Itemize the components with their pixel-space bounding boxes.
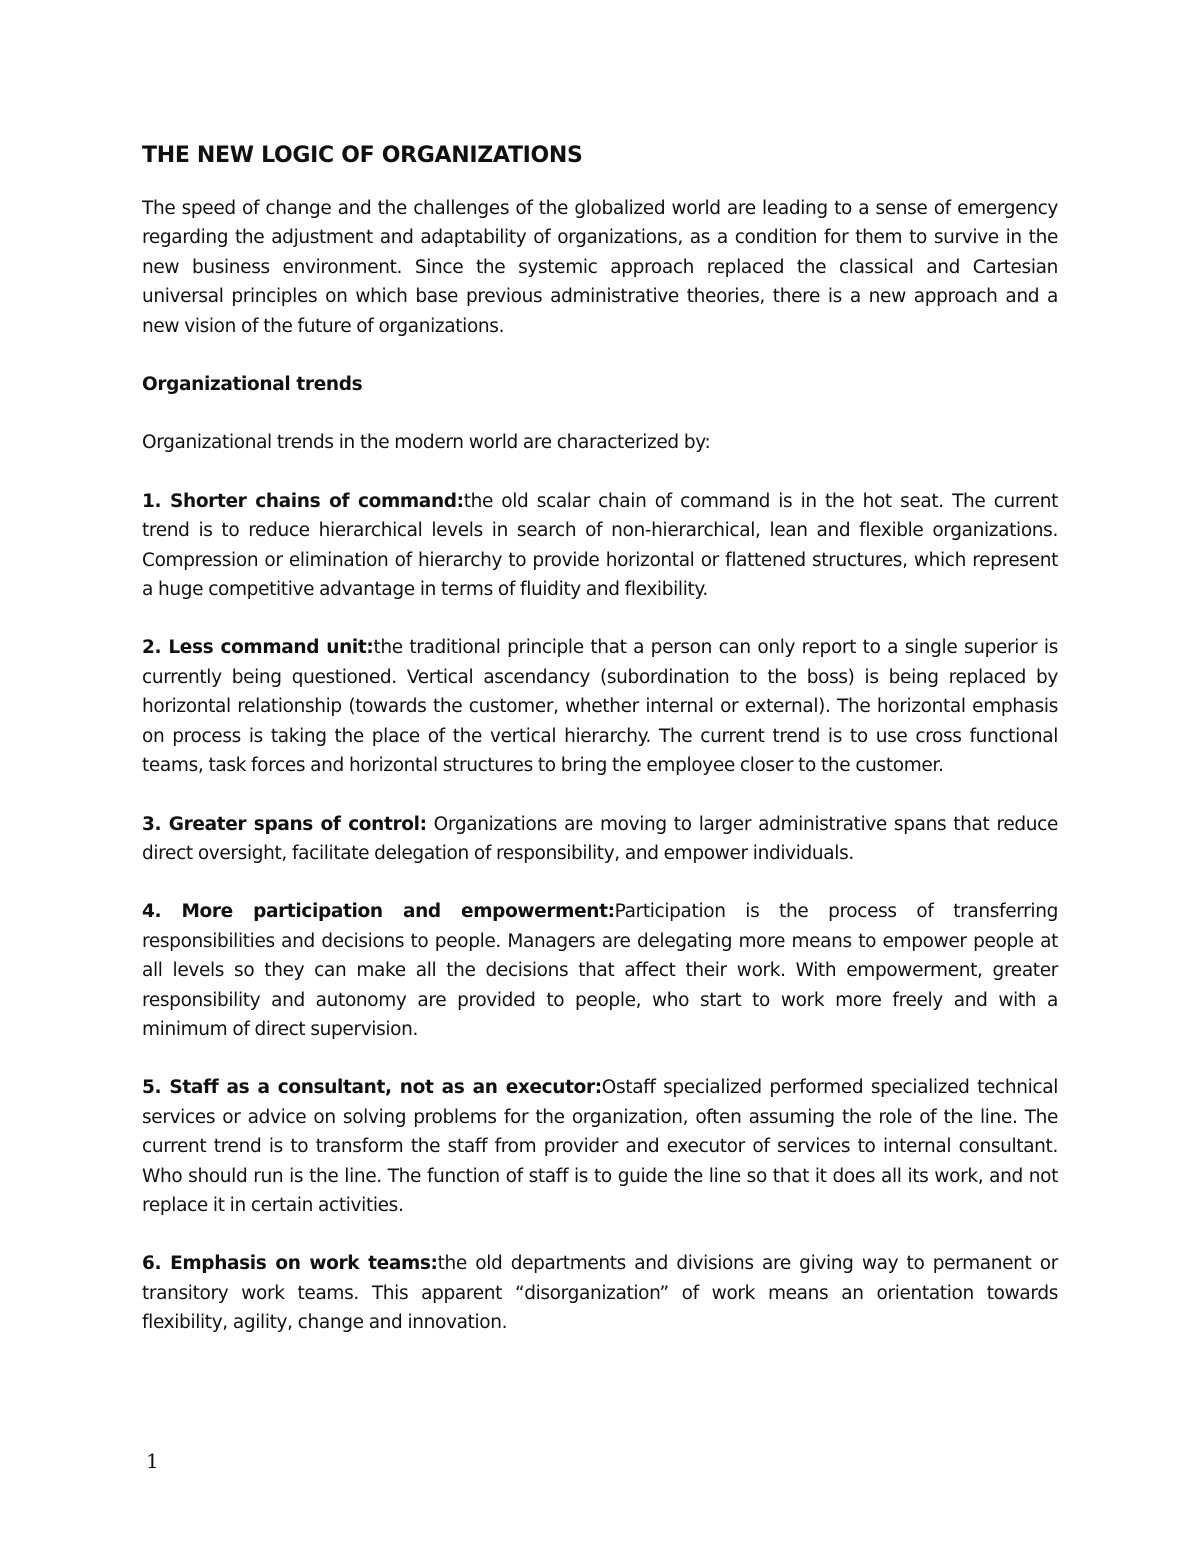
- trend-title: 4. More participation and empowerment:: [142, 901, 615, 923]
- trend-item-6: [142, 1249, 1058, 1337]
- trend-item-1: [142, 487, 1058, 605]
- trend-item-2: [142, 633, 1058, 780]
- trend-text: the traditional principle that a person can only report to a single superior is currently being questioned. Vertical ascendancy (subordination to the boss) is being replaced by horizontal relationship (towards the customer, whether internal or external). The horizontal emphasis on process is taking the place of the vertical hierarchy. The current trend is to use cross functional teams, task forces and horizontal structures to bring the employee closer to the customer.: [142, 637, 1058, 777]
- spacer: [142, 458, 1058, 487]
- spacer: [142, 1220, 1058, 1249]
- trend-item-3: [142, 810, 1058, 869]
- page-number: 1: [146, 1449, 159, 1473]
- document-title: THE NEW LOGIC OF ORGANIZATIONS: [142, 143, 583, 168]
- trend-text: the old scalar chain of command is in the hot seat. The current trend is to reduce hierarchical levels in search of non-hierarchical, lean and flexible organizations. Compression or elimination of hierarchy to provide horizontal or flattened structures, which represent a huge competitive advantage in terms of fluidity and flexibility.: [142, 490, 1058, 601]
- spacer: [142, 604, 1058, 633]
- intro-paragraph: The speed of change and the challenges of the globalized world are leading to a sense of emergency regarding the adjustment and adaptability of organizations, as a condition for them to survive in the new business environment. Since the systemic approach replaced the classical and Cartesian universal principles on which base previous administrative theories, there is a new approach and a new vision of the future of organizations.: [142, 198, 1058, 337]
- trend-title: 3. Greater spans of control:: [142, 813, 427, 835]
- spacer: [142, 1044, 1058, 1073]
- spacer: [142, 781, 1058, 810]
- spacer: [142, 868, 1058, 897]
- trend-text: the old departments and divisions are giving way to permanent or transitory work teams. This apparent “disorganization” of work means an orientation towards flexibility, agility, change and innovation.: [142, 1253, 1058, 1334]
- section-lead: Organizational trends in the modern world are characterized by:: [142, 432, 711, 454]
- trend-title: 6. Emphasis on work teams:: [142, 1253, 438, 1275]
- trend-title: 5. Staff as a consultant, not as an executor:: [142, 1077, 602, 1099]
- spacer: [142, 341, 1058, 370]
- trend-item-4: [142, 897, 1058, 1044]
- trend-item-5: [142, 1073, 1058, 1220]
- trend-title: 2. Less command unit:: [142, 637, 374, 659]
- trend-text: Participation is the process of transferring responsibilities and decisions to people. Managers are delegating more means to empower people at all levels so they can make all the decisions that affect their work. With empowerment, greater responsibility and autonomy are provided to people, who start to work more freely and with a minimum of direct supervision.: [142, 901, 1058, 1040]
- trend-title: 1. Shorter chains of command:: [142, 490, 464, 512]
- spacer: [142, 399, 1058, 428]
- document-page: [142, 140, 1058, 1338]
- trend-text: Ostaff specialized performed specialized technical services or advice on solving problems for the organization, often assuming the role of the line. The current trend is to transform the staff from provider and executor of services to internal consultant. Who should run is the line. The function of staff is to guide the line so that it does all its work, and not replace it in certain activities.: [142, 1077, 1058, 1216]
- section-heading: Organizational trends: [142, 374, 363, 396]
- trend-text: Organizations are moving to larger administrative spans that reduce direct oversight, facilitate delegation of responsibility, and empower individuals.: [142, 813, 1058, 864]
